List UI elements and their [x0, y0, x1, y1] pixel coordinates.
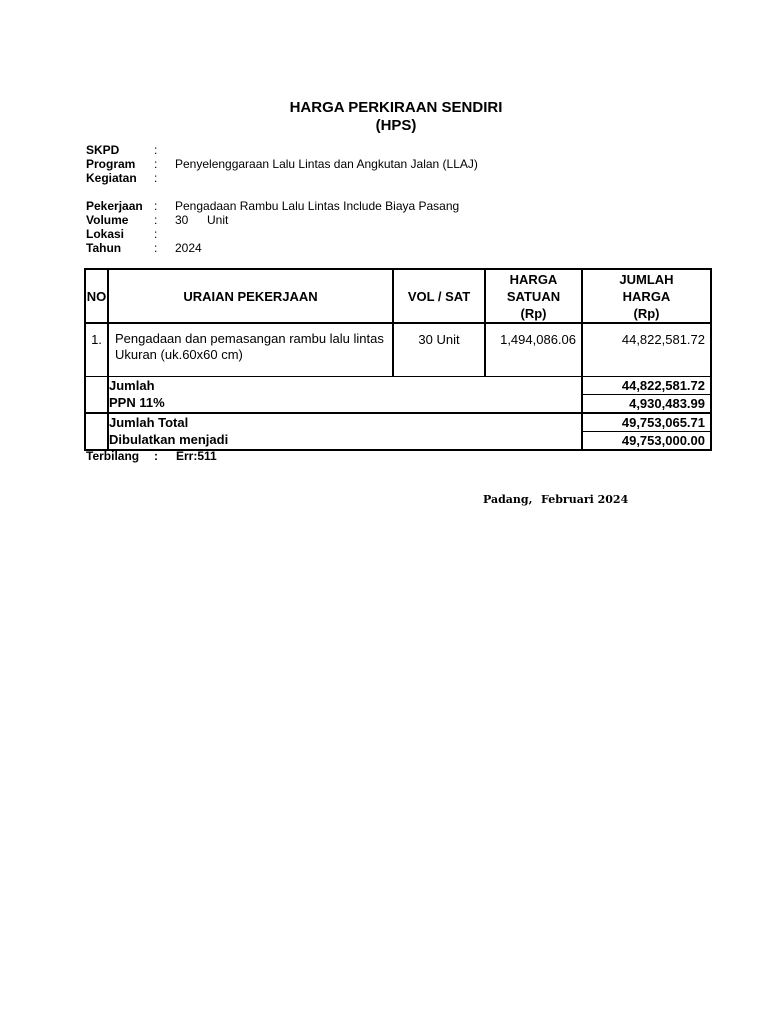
info-label: Kegiatan [86, 171, 137, 185]
total-value: 49,753,065.71 [583, 414, 710, 432]
rounded-value: 49,753,000.00 [621, 433, 705, 448]
info-label: Pekerjaan [86, 199, 143, 213]
terbilang [86, 449, 217, 463]
info-value: 2024 [175, 241, 202, 255]
terbilang-colon: : [154, 449, 158, 463]
row-uraian [108, 323, 393, 377]
info-value: 30 [175, 213, 189, 227]
header-line: JUMLAH [619, 271, 674, 287]
info-colon: : [154, 213, 158, 227]
header-uraian: URAIAN PEKERJAAN [108, 269, 393, 323]
header-line: (Rp) [633, 305, 660, 321]
page-subtitle: (HPS) [375, 117, 417, 134]
subtotal-labels [108, 377, 582, 414]
header-no: NO [85, 269, 108, 323]
row-uraian-line: Ukuran (uk.60x60 cm) [115, 347, 243, 362]
total-row [85, 413, 711, 450]
page-title: HARGA PERKIRAAN SENDIRI [289, 99, 503, 116]
info-label: Program [86, 157, 136, 171]
info-label: SKPD [86, 143, 120, 157]
row-no: 1. [85, 323, 108, 377]
ppn-value: 4,930,483.99 [629, 396, 705, 411]
table-header-row [85, 269, 711, 323]
header-jumlah-harga [582, 269, 711, 323]
table-row [85, 323, 711, 377]
header-line: HARGA [509, 271, 558, 287]
info-label: Tahun [86, 241, 122, 255]
subtotal-values [582, 377, 711, 414]
info-colon: : [154, 157, 158, 171]
info-colon: : [154, 171, 158, 185]
subtotal-row [85, 377, 711, 414]
total-label: Jumlah Total [109, 415, 189, 430]
header-line: (Rp) [520, 305, 547, 321]
total-labels [108, 413, 582, 450]
header-line: SATUAN [506, 288, 561, 304]
info-label: Volume [86, 213, 129, 227]
jumlah-value: 44,822,581.72 [583, 377, 710, 395]
empty-cell [85, 413, 108, 450]
info-colon: : [154, 227, 158, 241]
row-jumlah-harga: 44,822,581.72 [582, 323, 711, 377]
total-values [582, 413, 711, 450]
info-value: Penyelenggaraan Lalu Lintas dan Angkutan Jalan (LLAJ) [175, 157, 478, 171]
info-label: Lokasi [86, 227, 125, 241]
info-unit: Unit [207, 213, 229, 227]
info-value: Pengadaan Rambu Lalu Lintas Include Biaya Pasang [175, 199, 460, 213]
ppn-label: PPN 11% [109, 395, 165, 410]
terbilang-label: Terbilang [86, 449, 140, 463]
rounded-label: Dibulatkan menjadi [109, 432, 229, 447]
hps-table [84, 268, 712, 451]
header-vol: VOL / SAT [393, 269, 485, 323]
terbilang-value: Err:511 [176, 449, 217, 463]
info-colon: : [154, 143, 158, 157]
row-harga-satuan: 1,494,086.06 [485, 323, 582, 377]
row-uraian-line: Pengadaan dan pemasangan rambu lalu lintas [115, 331, 384, 346]
header-line: HARGA [622, 288, 671, 304]
empty-cell [85, 377, 108, 414]
jumlah-label: Jumlah [109, 378, 155, 393]
info-colon: : [154, 241, 158, 255]
date: Februari 2024 [541, 493, 629, 506]
place: Padang, [483, 493, 533, 506]
header-harga-satuan [485, 269, 582, 323]
info-colon: : [154, 199, 158, 213]
row-vol: 30 Unit [393, 323, 485, 377]
